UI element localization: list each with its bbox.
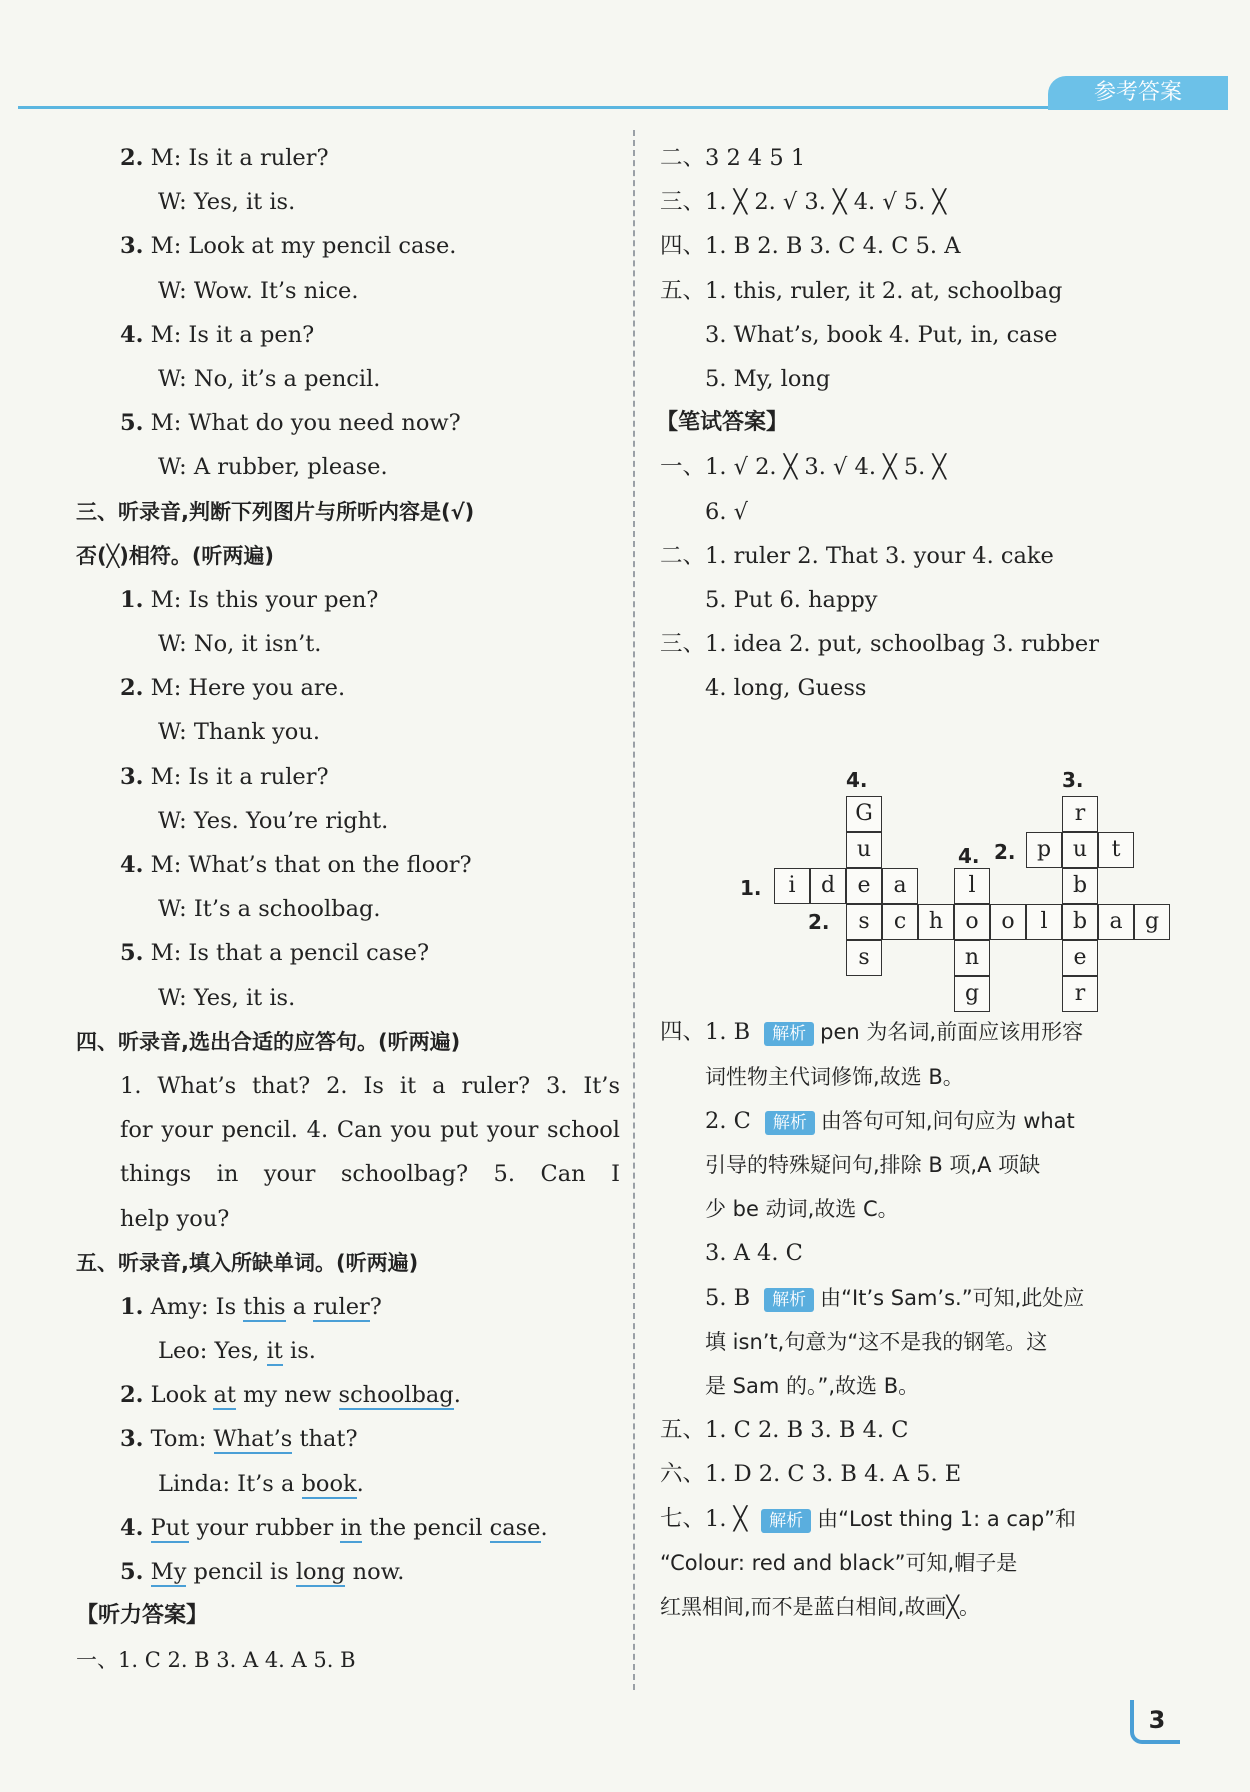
crossword-cell: e <box>1062 940 1098 976</box>
crossword-cell: c <box>882 904 918 940</box>
crossword-cell: r <box>1062 976 1098 1012</box>
section-5-title: 五、听录音,填入所缺单词。(听两遍) <box>76 1250 419 1275</box>
crossword-cell: r <box>1062 796 1098 832</box>
clue-label: 1. <box>740 876 762 900</box>
crossword-cell: p <box>1026 832 1062 868</box>
header-rule <box>18 106 1228 109</box>
crossword-cell: l <box>1026 904 1062 940</box>
analysis-tag: 解析 <box>765 1111 815 1135</box>
crossword-cell: G <box>846 796 882 832</box>
column-divider <box>633 130 635 1690</box>
crossword-cell: n <box>954 940 990 976</box>
written-answers-heading: 【笔试答案】 <box>656 410 789 436</box>
analysis-tag: 解析 <box>761 1509 811 1533</box>
clue-label: 4. <box>958 844 980 868</box>
clue-label: 3. <box>1062 768 1084 792</box>
crossword-cell: b <box>1062 904 1098 940</box>
crossword-cell: s <box>846 940 882 976</box>
section-3-title: 三、听录音,判断下列图片与所听内容是(√) <box>76 499 475 524</box>
crossword-cell: o <box>990 904 1026 940</box>
crossword-cell: e <box>846 868 882 904</box>
crossword-cell: t <box>1098 832 1134 868</box>
crossword-cell: u <box>846 832 882 868</box>
clue-label: 4. <box>846 768 868 792</box>
analysis-tag: 解析 <box>764 1022 814 1046</box>
crossword-cell: s <box>846 904 882 940</box>
page-number: 3 <box>1130 1700 1180 1744</box>
crossword-cell: a <box>1098 904 1134 940</box>
left-column: 2. M: Is it a ruler? W: Yes, it is. 3. M: Look at my pencil case. W: Wow. It’s nice. 4. M: Is it a pen? W: No, it’s a pencil. 5. M: What do you need now? W: A rubber, please. 三、听录音,判断下列图片与所听内容是(√) 否(╳)相符。(听两遍) 1. M: Is this your pen? W: No, it isn’t. 2. M: Here you are. W: Thank you. 3. M: Is it a ruler? W: Yes. You’re right. 4. M: What’s that on the floor? W: It’s a schoolbag. 5. M: Is that a pencil case? W: Yes, it is. 四、听录音,选出合适的应答句。(听两遍) 1. What’s that? 2. Is it a ruler? 3. It’s for your pencil. 4. Can you put your school things in your schoolbag? 5. Can I help you? 五、听录音,填入所缺单词。(听两遍) 1. Amy: Is this a ruler? Leo: Yes, it is. 2. Look at my new schoolbag. 3. Tom: What’s that? Linda: It’s a book. 4. Put your rubber in the pencil case. 5. My pencil is long now. 【听力答案】 一、1. C 2. B 3. A 4. A 5. B <box>76 145 620 1673</box>
clue-label: 2. <box>994 840 1016 864</box>
crossword-cell: l <box>954 868 990 904</box>
right-column: 二、3 2 4 5 1 三、1. ╳ 2. √ 3. ╳ 4. √ 5. ╳ 四、1. B 2. B 3. C 4. C 5. A 五、1. this, ruler, it 2. at, schoolbag 3. What’s, book 4. Put, in, case 5. My, long 【笔试答案】 一、1. √ 2. ╳ 3. √ 4. ╳ 5. ╳ 6. √ 二、1. ruler 2. That 3. your 4. cake 5. Put 6. happy 三、1. idea 2. put, schoolbag 3. rubber 4. long, Guess 四、1. B 解析 pen 为名词,前面应该用形容 词性物主代词修饰,故选 B。 2. C 解析 由答句可知,问句应为 what 引导的特殊疑问句,排除 B 项,A 项缺 少 be 动词,故选 C。 3. A 4. C 5. B 解析 由“It’s Sam’s.”可知,此处应 填 isn’t,句意为“这不是我的钢笔。这 是 Sam 的。”,故选 B。 五、1. C 2. B 3. B 4. C 六、1. D 2. C 3. B 4. A 5. E 七、1. ╳ 解析 由“Lost thing 1: a cap”和 “Colour: red and black”可知,帽子是 红黑相间,而不是蓝白相间,故画╳。 <box>660 136 1200 1629</box>
answer-key-tab: 参考答案 <box>1048 76 1228 110</box>
clue-label: 2. <box>808 910 830 934</box>
crossword-cell: d <box>810 868 846 904</box>
crossword-cell: h <box>918 904 954 940</box>
crossword-cell: o <box>954 904 990 940</box>
crossword-cell: a <box>882 868 918 904</box>
listening-answers-heading: 【听力答案】 <box>76 1603 209 1629</box>
crossword-cell: i <box>774 868 810 904</box>
section-4-title: 四、听录音,选出合适的应答句。(听两遍) <box>76 1029 461 1054</box>
analysis-tag: 解析 <box>764 1288 814 1312</box>
crossword-cell: b <box>1062 868 1098 904</box>
crossword-cell: u <box>1062 832 1098 868</box>
crossword-cell: g <box>1134 904 1170 940</box>
crossword-cell: g <box>954 976 990 1012</box>
crossword-grid <box>740 760 1180 1020</box>
